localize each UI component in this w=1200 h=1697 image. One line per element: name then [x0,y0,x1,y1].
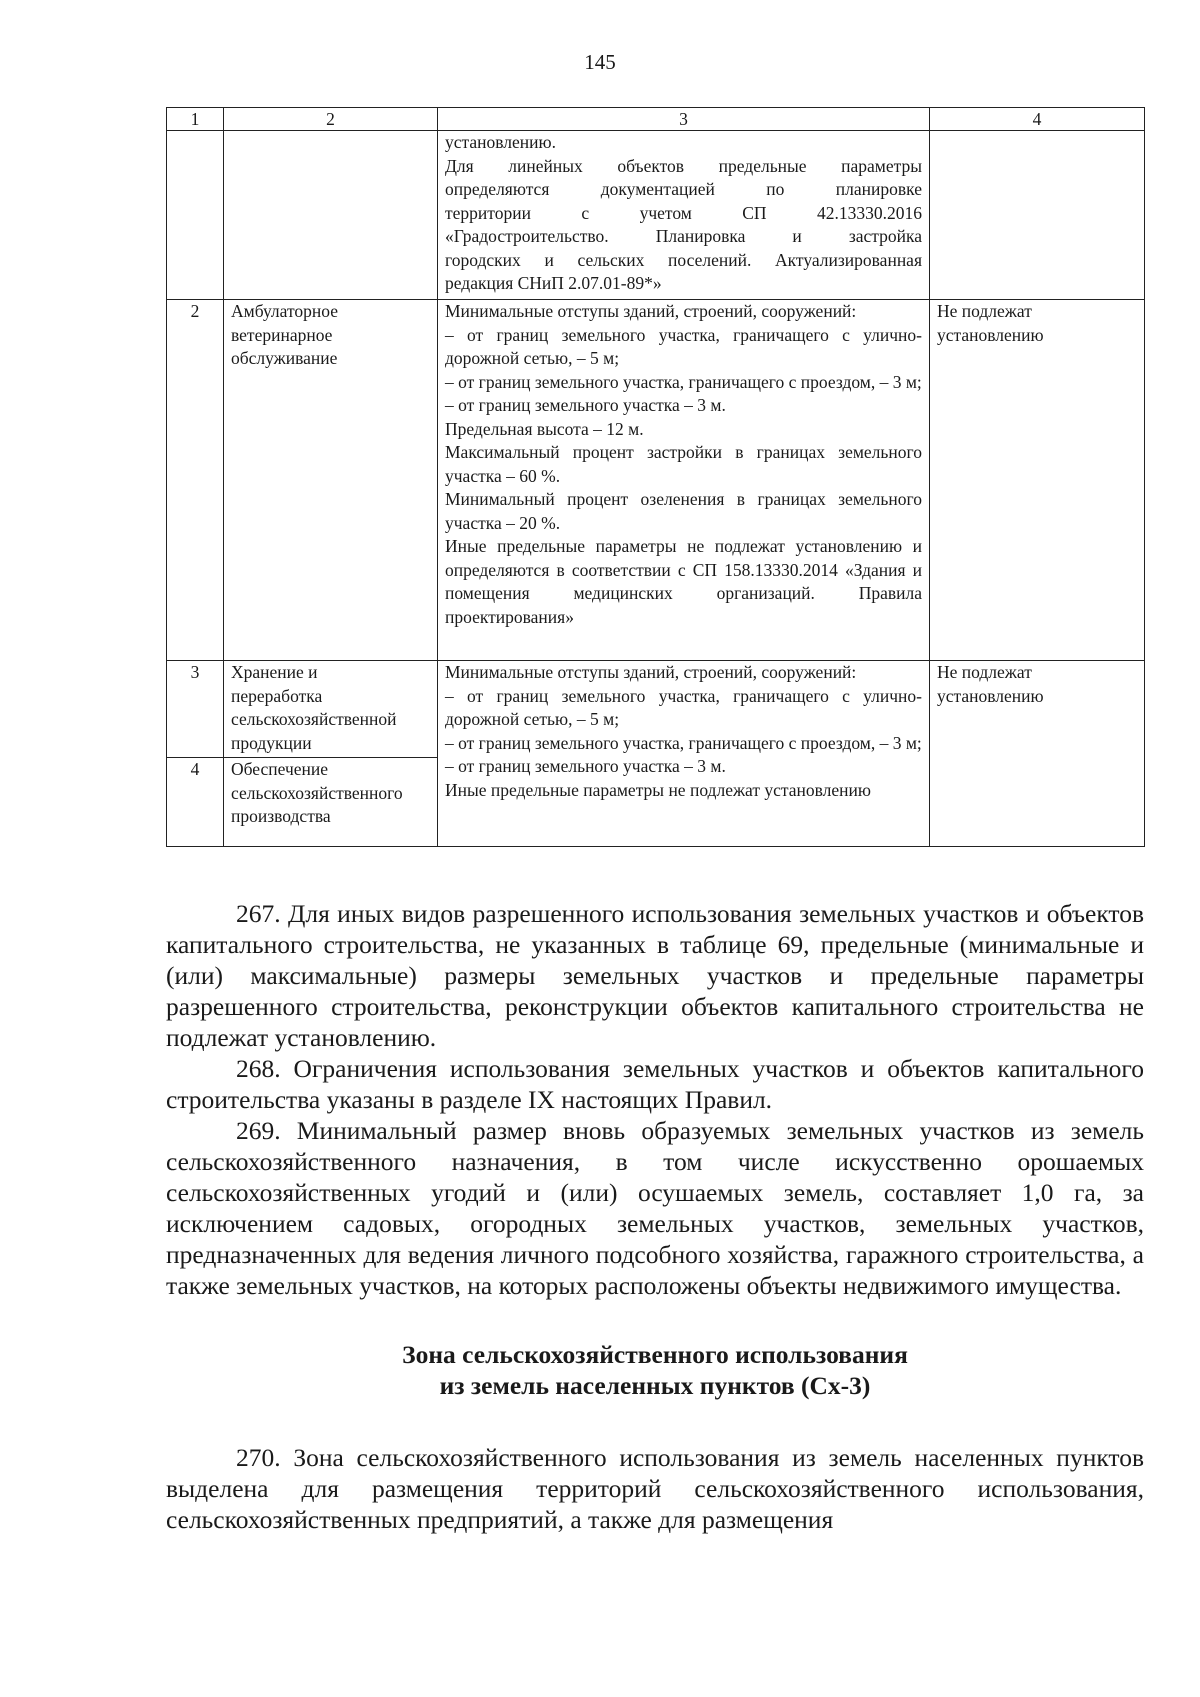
param-line: «Градостроительство. Планировка и застройка [445,226,922,246]
param-item: – от границ земельного участка, граничащего с проездом, – 3 м; [445,371,922,392]
paragraph-268: 268. Ограничения использования земельных участков и объектов капитального строительства указаны в разделе IX настоящих Правил. [166,1054,1144,1114]
zone-heading-line: из земель населенных пунктов (Сх-3) [439,1371,871,1400]
use-type-line: переработка [231,685,323,706]
param-line: Для линейных объектов предельные параметры [445,155,922,176]
param-item: Иные предельные параметры не подлежат установлению и определяются в соответствии с СП 158.13330.2014 «Здания и помещения медицинских организаций. Правила проектирования» [445,536,922,627]
param-item: – от границ земельного участка, граничащего с проездом, – 3 м; [445,732,922,753]
param-line: редакция СНиП 2.07.01-89*» [445,273,662,293]
use-type-cell [224,758,438,847]
use-type-line: производства [231,806,331,826]
other-params-cell [930,661,1145,847]
param-item: Максимальный процент застройки в границах земельного участка – 60 %. [445,442,922,486]
body-text [166,898,1144,1535]
use-type-line: сельскохозяйственного [231,782,403,803]
use-type-line: сельскохозяйственной [231,709,397,729]
use-type-cell [224,300,438,661]
table-row [167,131,1145,300]
use-type-line: Амбулаторное [231,301,338,321]
param-line: определяются документацией по планировке [445,179,922,199]
parameters-cell [438,131,930,300]
other-params-cell [930,131,1145,300]
row-number-cell: 3 [167,661,224,758]
paragraph-269: 269. Минимальный размер вновь образуемых земельных участков из земель сельскохозяйственного назначения, в том числе искусственно орошаемых сельскохозяйственных угодий и (или) осушаемых земель, составляет 1,0 га, за исключением садовых, огородных земельных участков, земельных участков, предназначенных для ведения личного подсобного хозяйства, гаражного строительства, а также земельных участков, на которых расположены объекты недвижимого имущества. [166,1116,1144,1300]
param-item: Минимальные отступы зданий, строений, сооружений: [445,301,857,321]
param-item: – от границ земельного участка, граничащего с улично-дорожной сетью, – 5 м; [445,324,922,368]
other-params-cell [930,300,1145,661]
use-type-line: Хранение и [231,662,318,682]
use-type-cell [224,661,438,758]
paragraph-267: 267. Для иных видов разрешенного использования земельных участков и объектов капитального строительства, не указанных в таблице 69, предельные (минимальные и (или) максимальные) размеры земельных участков и предельные параметры разрешенного строительства, реконструкции объектов капитального строительства не подлежат установлению. [166,899,1144,1052]
param-item: Иные предельные параметры не подлежат установлению [445,779,871,800]
other-params-line: установлению [937,324,1044,345]
table-row [167,661,1145,758]
param-line: территории с учетом СП 42.13330.2016 [445,202,922,223]
row-number-cell [167,131,224,300]
paragraph-270: 270. Зона сельскохозяйственного использования из земель населенных пунктов выделена для размещения территорий сельскохозяйственного использования, сельскохозяйственных предприятий, а также для размещения [166,1443,1144,1534]
param-item: – от границ земельного участка – 3 м. [445,756,726,776]
table-header-row [167,108,1145,131]
other-params-line: Не подлежат [937,301,1032,321]
zone-heading [166,1339,1144,1401]
column-header: 4 [930,108,1145,131]
param-line: установлению. [445,132,556,152]
row-number-cell: 4 [167,758,224,847]
column-header: 3 [438,108,930,131]
table-row [167,300,1145,661]
page-number: 145 [584,50,616,74]
param-item: Минимальные отступы зданий, строений, сооружений: [445,662,857,682]
other-params-line: установлению [937,685,1044,706]
zone-heading-line: Зона сельскохозяйственного использования [402,1340,908,1369]
use-type-line: обслуживание [231,348,338,368]
use-type-line: продукции [231,732,312,753]
column-header: 2 [224,108,438,131]
param-item: Предельная высота – 12 м. [445,418,644,439]
param-item: – от границ земельного участка, граничащего с улично-дорожной сетью, – 5 м; [445,685,922,729]
other-params-line: Не подлежат [937,662,1032,682]
parameters-cell [438,300,930,661]
parameters-cell [438,661,930,847]
column-header: 1 [167,108,224,131]
use-type-line: Обеспечение [231,759,329,779]
param-line: городских и сельских поселений. Актуализированная [445,249,922,270]
param-item: – от границ земельного участка – 3 м. [445,395,726,415]
use-type-cell [224,131,438,300]
param-item: Минимальный процент озеленения в границах земельного участка – 20 %. [445,489,922,533]
parameters-table [166,107,1145,847]
row-number-cell: 2 [167,300,224,661]
use-type-line: ветеринарное [231,324,333,345]
